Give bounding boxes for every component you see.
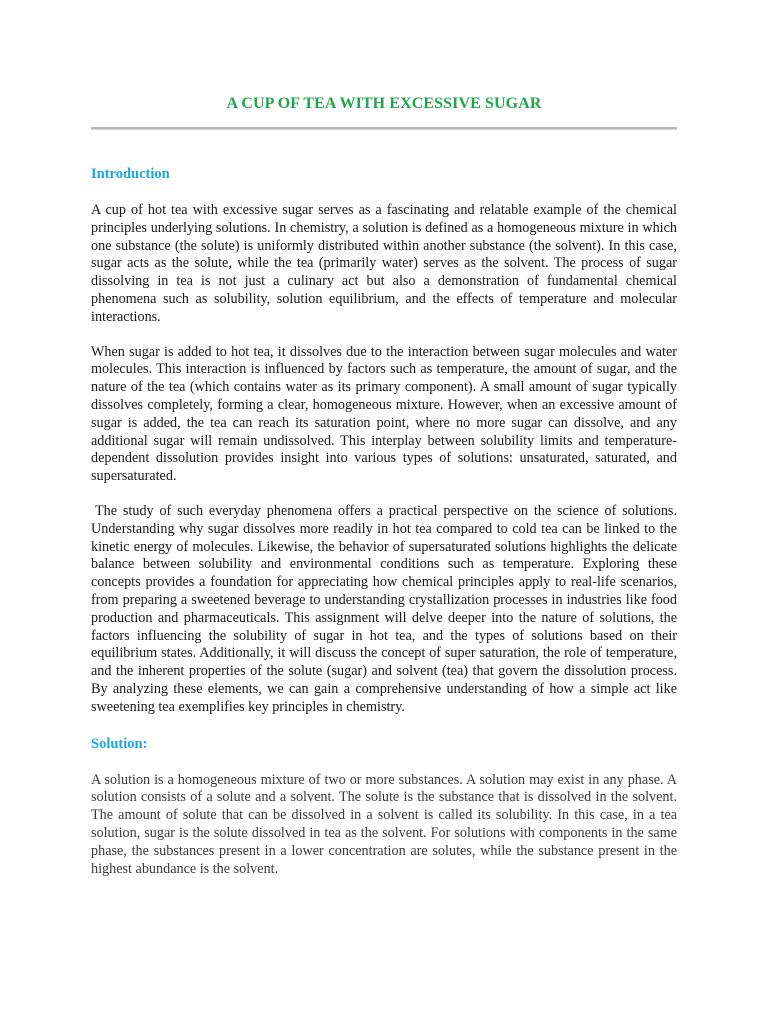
- title-divider: [91, 127, 677, 130]
- section-heading-introduction: Introduction: [91, 166, 170, 182]
- document-title: A CUP OF TEA WITH EXCESSIVE SUGAR: [226, 95, 542, 112]
- paragraph-solution-1: A solution is a homogeneous mixture of two or more substances. A solution may exist in any phase. A solution consists of a solute and a solvent. The solute is the substance that is dissolved in the solvent. The amount of solute that can be dissolved in a solvent is called its solubility. In this case, in a tea solution, sugar is the solute dissolved in tea as the solvent. For solutions with components in the same phase, the substances present in a lower concentration are solutes, while the substance present in the highest abundance is the solvent.: [91, 771, 677, 877]
- paragraph-introduction-1: A cup of hot tea with excessive sugar serves as a fascinating and relatable example of the chemical principles underlying solutions. In chemistry, a solution is defined as a homogeneous mixture in which one substance (the solute) is uniformly distributed within another substance (the solvent). In this case, sugar acts as the solute, while the tea (primarily water) serves as the solvent. The process of sugar dissolving in tea is not just a culinary act but also a demonstration of fundamental chemical phenomena such as solubility, solution equilibrium, and the effects of temperature and molecular interactions.: [91, 202, 677, 325]
- paragraph-introduction-3: The study of such everyday phenomena offers a practical perspective on the science of solutions. Understanding why sugar dissolves more readily in hot tea compared to cold tea can be linked to the kinetic energy of molecules. Likewise, the behavior of supersaturated solutions highlights the delicate balance between solubility and environmental conditions such as temperature. Exploring these concepts provides a foundation for appreciating how chemical principles apply to real-life scenarios, from preparing a sweetened beverage to understanding crystallization processes in industries like food production and pharmaceuticals. This assignment will delve deeper into the nature of solutions, the factors influencing the solubility of sugar in hot tea, and the types of solutions based on their equilibrium states. Additionally, it will discuss the concept of super saturation, the role of temperature, and the inherent properties of the solute (sugar) and solvent (tea) that govern the dissolution process. By analyzing these elements, we can gain a comprehensive understanding of how a simple act like sweetening tea exemplifies key principles in chemistry.: [91, 502, 677, 715]
- paragraph-introduction-2: When sugar is added to hot tea, it dissolves due to the interaction between sugar molecules and water molecules. This interaction is influenced by factors such as temperature, the amount of sugar, and the nature of the tea (which contains water as its primary component). A small amount of sugar typically dissolves completely, forming a clear, homogeneous mixture. However, when an excessive amount of sugar is added, the tea can reach its saturation point, where no more sugar can dissolve, and any additional sugar will remain undissolved. This interplay between solubility limits and temperature-dependent dissolution provides insight into various types of solutions: unsaturated, saturated, and supersaturated.: [91, 343, 677, 485]
- section-heading-solution: Solution:: [91, 735, 148, 752]
